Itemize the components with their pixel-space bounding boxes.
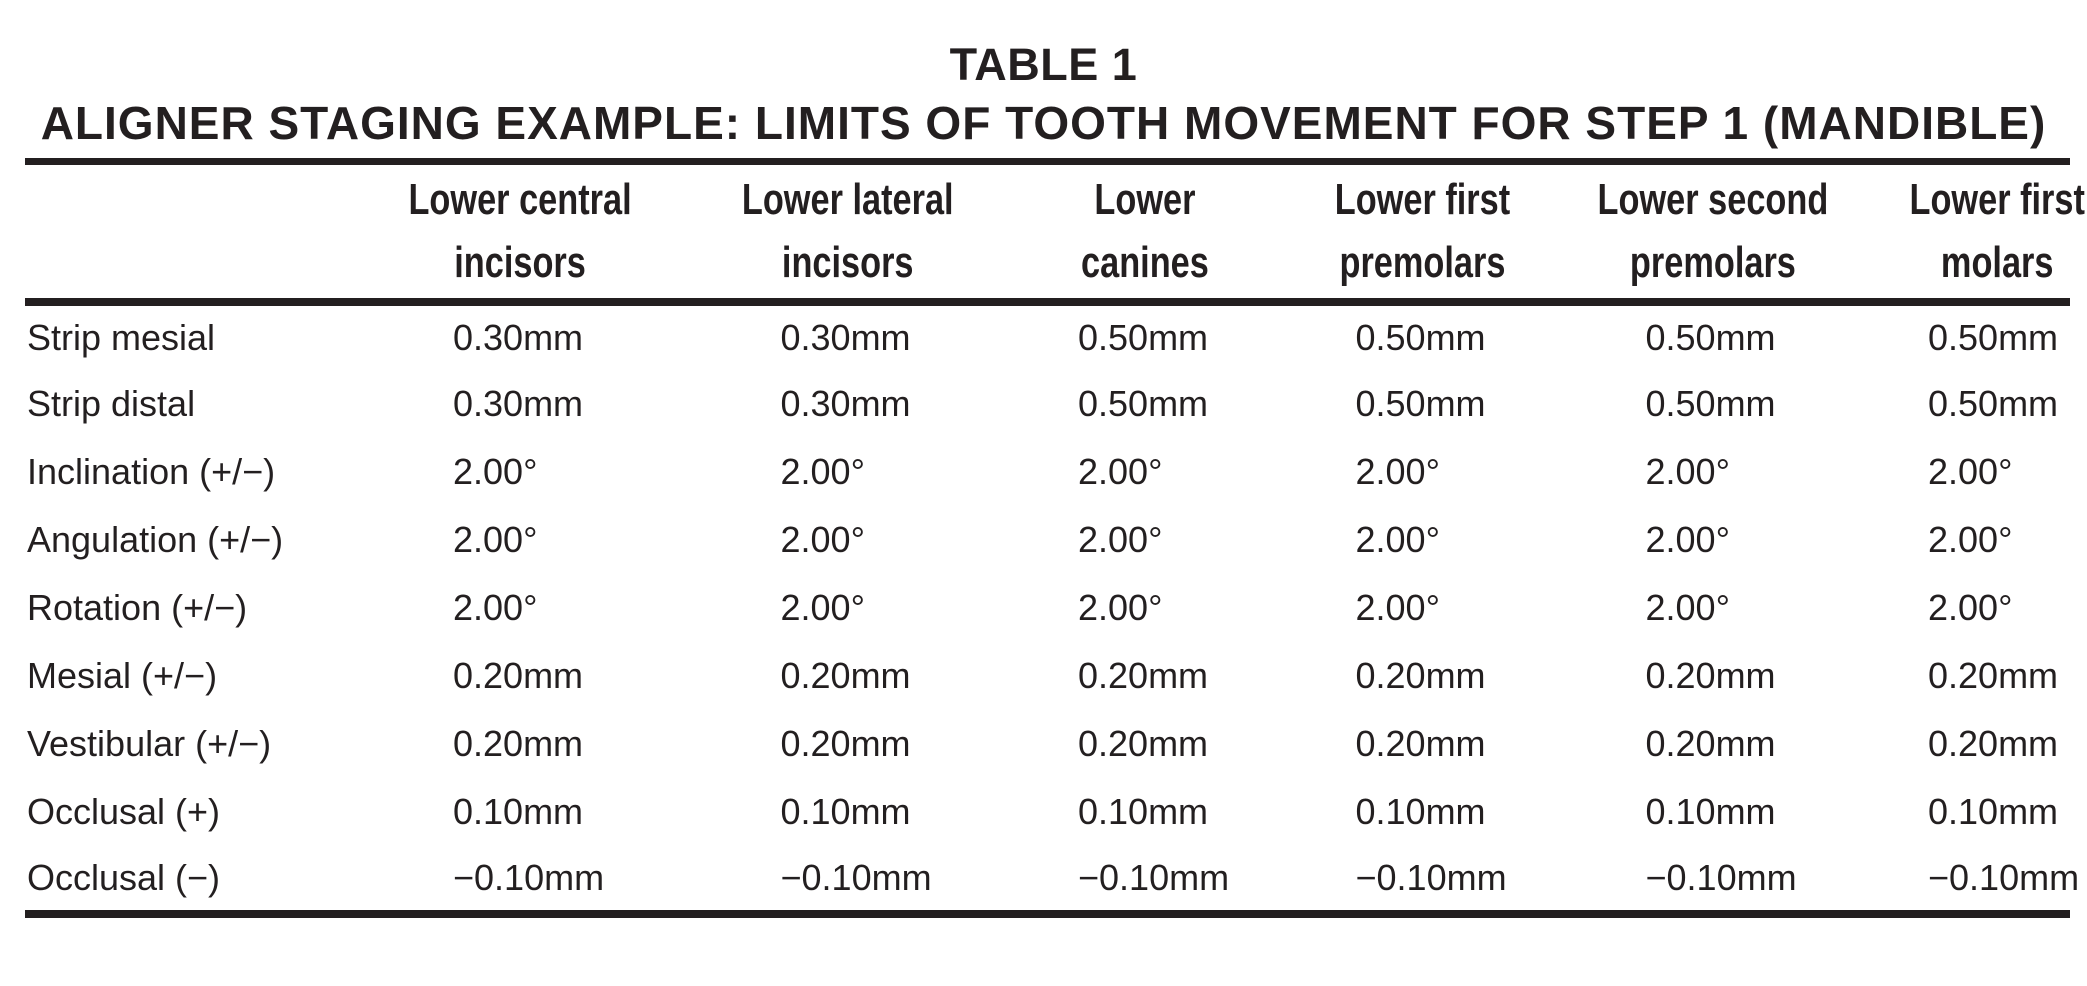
value-cell: −0.10mm bbox=[1078, 856, 1230, 898]
value-cell: −0.10mm bbox=[1355, 856, 1507, 898]
value-cell: 0.50mm bbox=[1078, 382, 1209, 424]
column-header-text: Lower first molars bbox=[1909, 175, 2085, 288]
value-cell: 0.50mm bbox=[1078, 316, 1209, 358]
value-cell: 0.20mm bbox=[1355, 722, 1486, 764]
value-cell: 0.10mm bbox=[1928, 790, 2059, 832]
table-caption-title: ALIGNER STAGING EXAMPLE: LIMITS OF TOOTH MOVEMENT FOR STEP 1 (MANDIBLE) bbox=[40, 97, 2047, 149]
value-cell: −0.10mm bbox=[1928, 856, 2080, 898]
value-cell: 0.30mm bbox=[780, 382, 911, 424]
row-label: Occlusal (+) bbox=[27, 790, 221, 832]
value-cell: 0.50mm bbox=[1928, 316, 2059, 358]
value-cell: 2.00° bbox=[780, 518, 865, 560]
column-header-text: Lower central incisors bbox=[408, 175, 632, 288]
value-cell: 2.00° bbox=[1355, 586, 1440, 628]
value-cell: 2.00° bbox=[1928, 518, 2013, 560]
value-cell: 2.00° bbox=[453, 450, 538, 492]
table-row-vestibular bbox=[25, 710, 2070, 778]
value-cell: 0.50mm bbox=[1355, 316, 1486, 358]
value-cell: 0.10mm bbox=[453, 790, 584, 832]
value-cell: 2.00° bbox=[1645, 518, 1730, 560]
value-cell: 0.20mm bbox=[780, 654, 911, 696]
table-row-rotation bbox=[25, 574, 2070, 642]
value-cell: 0.20mm bbox=[1645, 722, 1776, 764]
row-label: Rotation (+/−) bbox=[27, 586, 248, 628]
row-label: Vestibular (+/−) bbox=[27, 722, 272, 764]
value-cell: 0.20mm bbox=[1645, 654, 1776, 696]
column-header-lower-first-premolars bbox=[1280, 162, 1565, 302]
column-header-text: Lower canines bbox=[1081, 175, 1209, 288]
value-cell: 0.10mm bbox=[1645, 790, 1776, 832]
value-cell: 2.00° bbox=[1078, 518, 1163, 560]
value-cell: 2.00° bbox=[1078, 586, 1163, 628]
table-row-occlusal-plus bbox=[25, 778, 2070, 846]
column-header-lower-canines bbox=[1010, 162, 1280, 302]
value-cell: 0.30mm bbox=[780, 316, 911, 358]
table-row-strip-mesial bbox=[25, 302, 2070, 370]
value-cell: 0.20mm bbox=[453, 722, 584, 764]
value-cell: 0.10mm bbox=[780, 790, 911, 832]
value-cell: 0.30mm bbox=[453, 316, 584, 358]
value-cell: 0.20mm bbox=[1078, 722, 1209, 764]
value-cell: 2.00° bbox=[453, 586, 538, 628]
value-cell: 2.00° bbox=[780, 586, 865, 628]
value-cell: −0.10mm bbox=[1645, 856, 1797, 898]
table-title-block bbox=[0, 0, 2087, 152]
row-label: Occlusal (−) bbox=[27, 856, 221, 898]
value-cell: 2.00° bbox=[1928, 586, 2013, 628]
row-label: Mesial (+/−) bbox=[27, 654, 218, 696]
value-cell: 2.00° bbox=[1645, 586, 1730, 628]
table-row-mesial bbox=[25, 642, 2070, 710]
value-cell: 0.20mm bbox=[1078, 654, 1209, 696]
column-header-lower-lateral-incisors bbox=[685, 162, 1010, 302]
column-header-lower-central-incisors bbox=[355, 162, 685, 302]
value-cell: 0.50mm bbox=[1355, 382, 1486, 424]
value-cell: 2.00° bbox=[1928, 450, 2013, 492]
value-cell: −0.10mm bbox=[780, 856, 932, 898]
value-cell: 0.20mm bbox=[453, 654, 584, 696]
value-cell: 2.00° bbox=[453, 518, 538, 560]
value-cell: 0.20mm bbox=[1928, 654, 2059, 696]
value-cell: 0.50mm bbox=[1928, 382, 2059, 424]
column-header-text: Lower first premolars bbox=[1334, 175, 1511, 288]
value-cell: 0.10mm bbox=[1078, 790, 1209, 832]
value-cell: 0.50mm bbox=[1645, 382, 1776, 424]
row-label: Strip mesial bbox=[27, 316, 216, 358]
value-cell: 2.00° bbox=[1355, 518, 1440, 560]
header-empty-cell bbox=[25, 162, 355, 302]
table-row-strip-distal bbox=[25, 370, 2070, 438]
table-number-title: TABLE 1 bbox=[949, 39, 1138, 90]
value-cell: 0.20mm bbox=[1928, 722, 2059, 764]
column-header-text: Lower second premolars bbox=[1597, 175, 1829, 288]
row-label: Angulation (+/−) bbox=[27, 518, 284, 560]
value-cell: 0.50mm bbox=[1645, 316, 1776, 358]
column-header-text: Lower lateral incisors bbox=[741, 175, 954, 288]
row-label: Strip distal bbox=[27, 382, 196, 424]
table-row-inclination bbox=[25, 438, 2070, 506]
value-cell: 2.00° bbox=[1355, 450, 1440, 492]
value-cell: 0.30mm bbox=[453, 382, 584, 424]
value-cell: 0.20mm bbox=[780, 722, 911, 764]
column-header-lower-second-premolars bbox=[1565, 162, 1860, 302]
table-body bbox=[25, 302, 2080, 914]
value-cell: 0.20mm bbox=[1355, 654, 1486, 696]
value-cell: −0.10mm bbox=[453, 856, 605, 898]
value-cell: 2.00° bbox=[780, 450, 865, 492]
column-header-lower-first-molars bbox=[1860, 162, 2085, 302]
tooth-movement-limits-table bbox=[25, 158, 2085, 918]
row-label: Inclination (+/−) bbox=[27, 450, 276, 492]
value-cell: 0.10mm bbox=[1355, 790, 1486, 832]
table-row-angulation bbox=[25, 506, 2070, 574]
value-cell: 2.00° bbox=[1645, 450, 1730, 492]
header-row bbox=[25, 162, 2070, 302]
table-row-occlusal-minus bbox=[25, 846, 2070, 914]
table-header bbox=[25, 162, 2085, 302]
value-cell: 2.00° bbox=[1078, 450, 1163, 492]
